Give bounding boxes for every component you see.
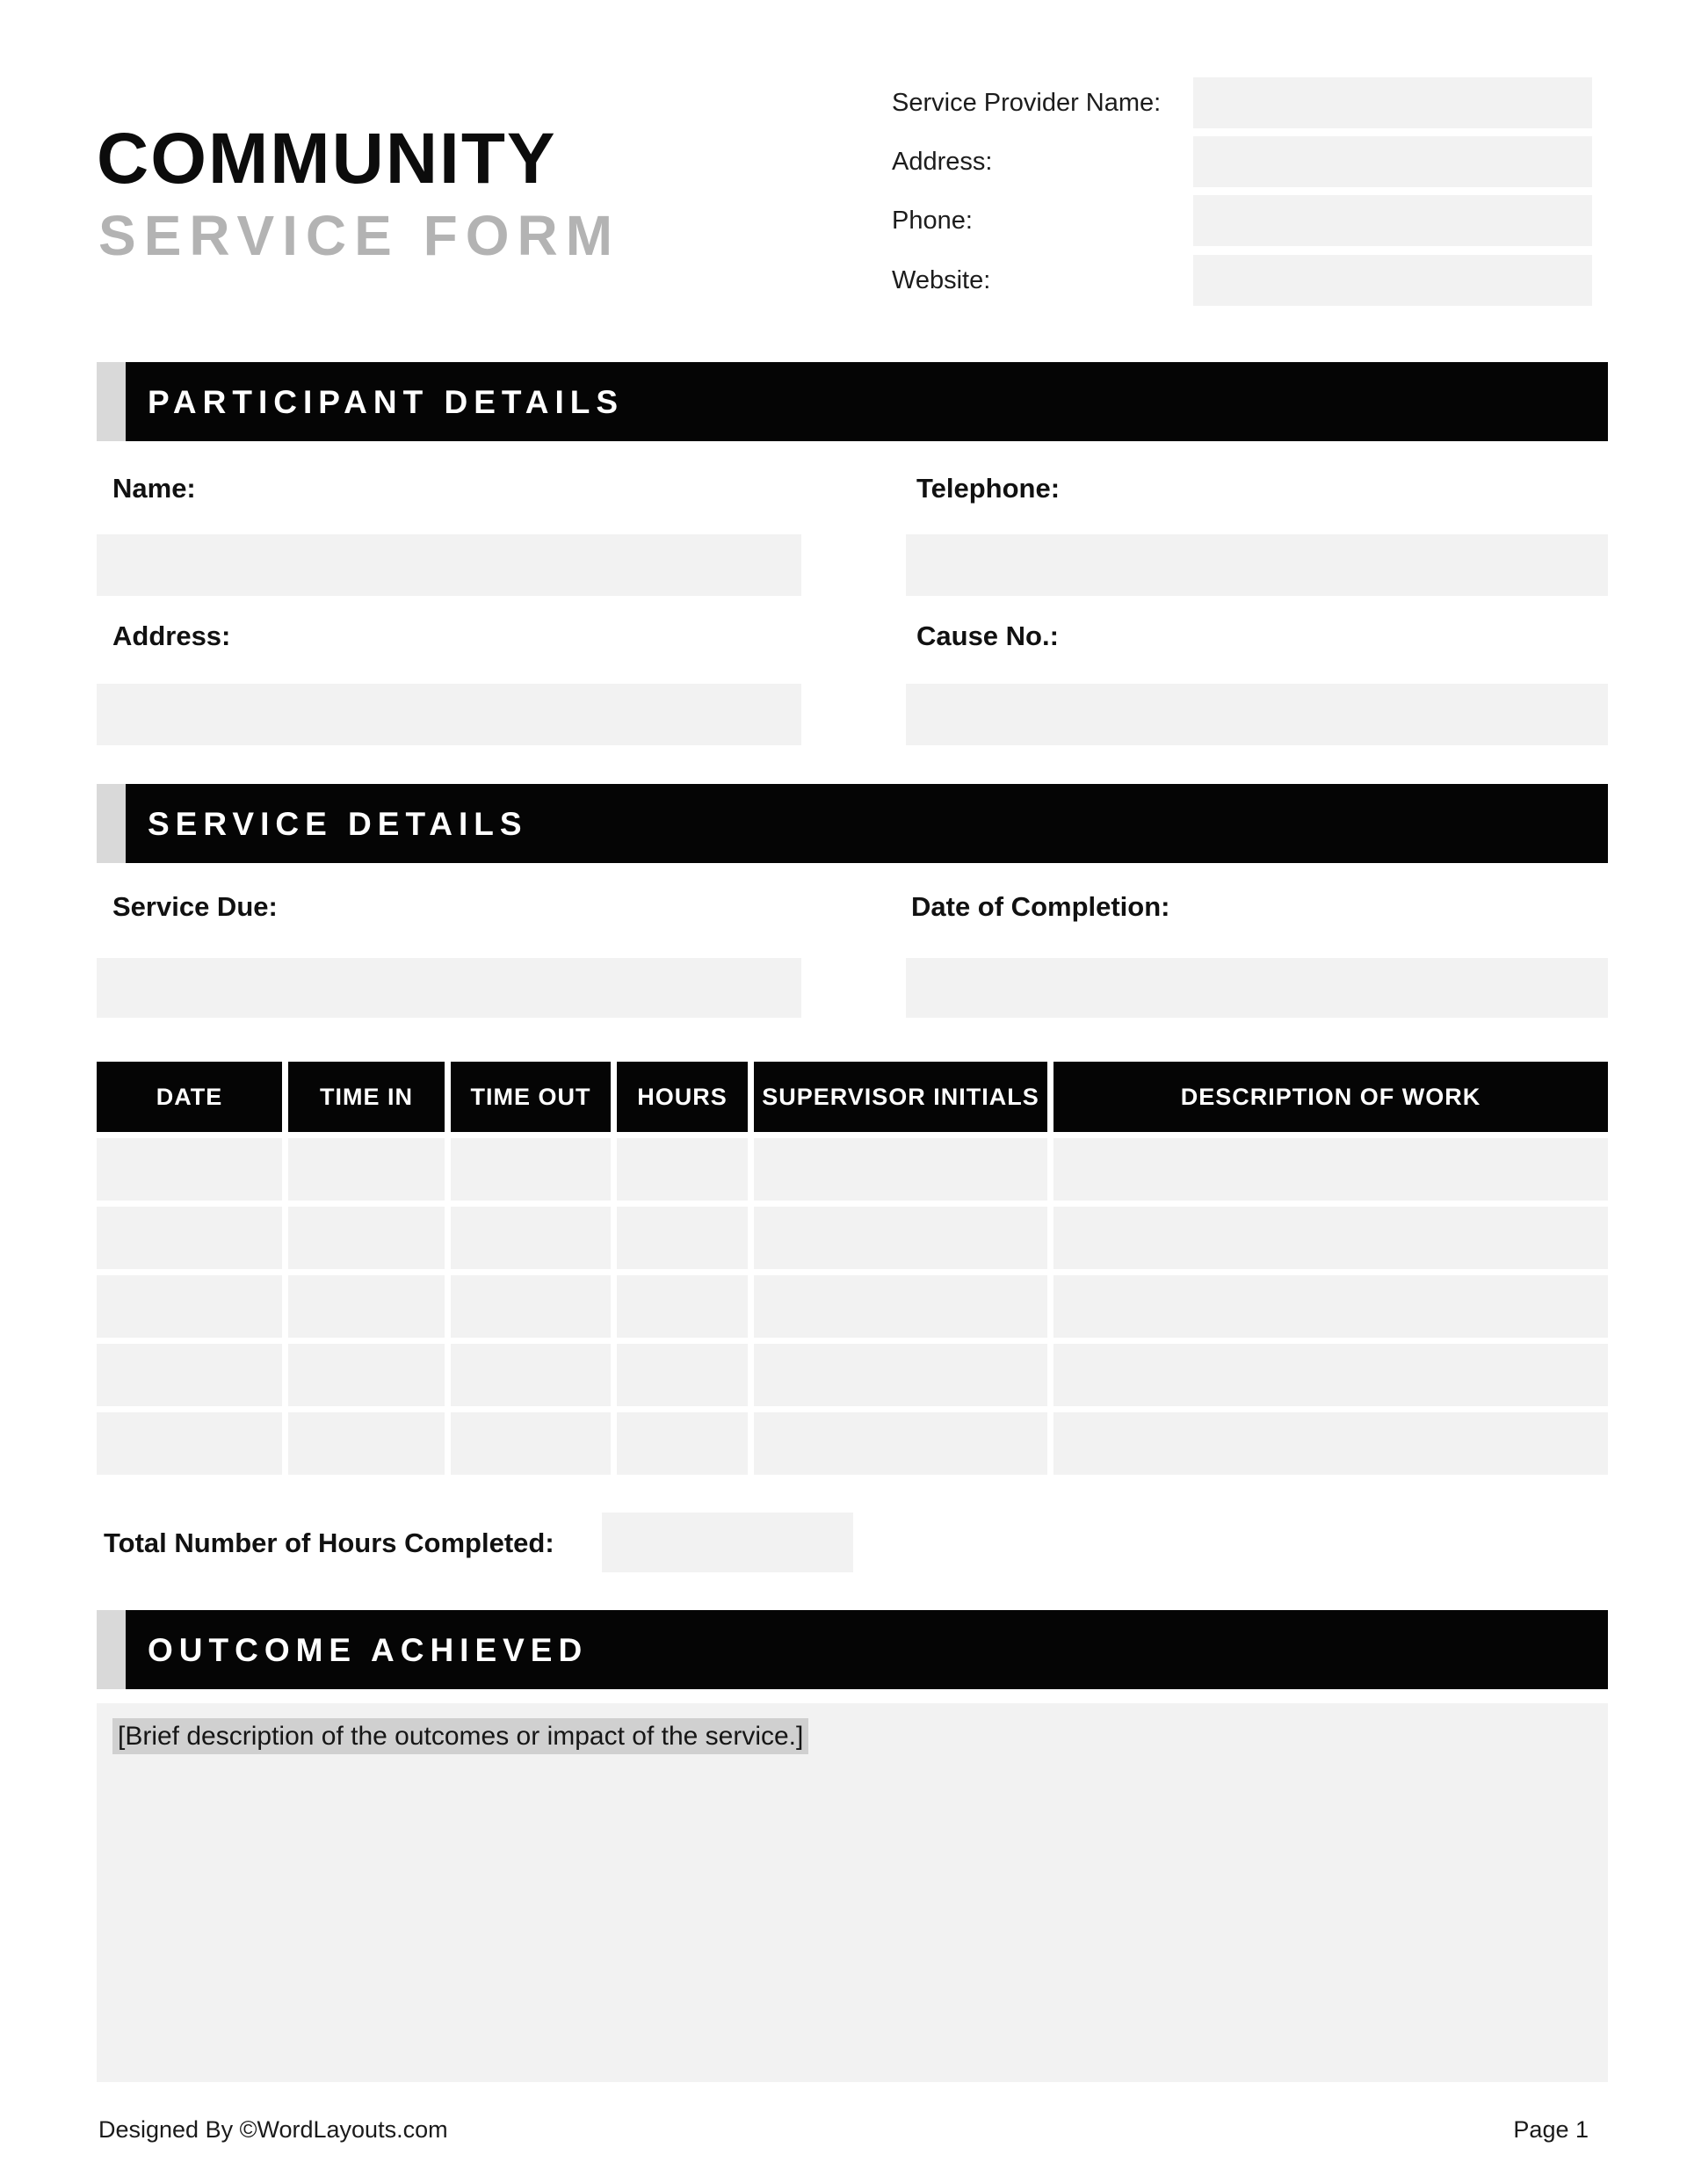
provider-name-input[interactable] xyxy=(1193,77,1592,128)
table-cell[interactable] xyxy=(617,1207,748,1269)
table-cell[interactable] xyxy=(288,1207,445,1269)
column-header-description-of-work: DESCRIPTION OF WORK xyxy=(1053,1062,1608,1132)
table-cell[interactable] xyxy=(617,1412,748,1475)
table-cell[interactable] xyxy=(617,1344,748,1406)
service-due-input[interactable] xyxy=(97,958,801,1018)
provider-website-label: Website: xyxy=(892,266,991,294)
table-cell[interactable] xyxy=(617,1275,748,1338)
table-cell[interactable] xyxy=(451,1207,611,1269)
table-cell[interactable] xyxy=(288,1138,445,1201)
participant-telephone-input[interactable] xyxy=(906,534,1608,596)
provider-name-label: Service Provider Name: xyxy=(892,89,1162,117)
footer-page-number: Page 1 xyxy=(1513,2116,1589,2143)
table-cell[interactable] xyxy=(754,1344,1047,1406)
column-header-supervisor-initials: SUPERVISOR INITIALS xyxy=(754,1062,1047,1132)
table-cell[interactable] xyxy=(451,1412,611,1475)
footer-credit: Designed By ©WordLayouts.com xyxy=(98,2116,448,2143)
service-log-table xyxy=(97,1062,1608,1475)
section-title: OUTCOME ACHIEVED xyxy=(148,1631,589,1668)
section-header-service-details xyxy=(97,784,1608,863)
table-cell[interactable] xyxy=(288,1275,445,1338)
page-title-line1: COMMUNITY xyxy=(97,119,557,199)
outcome-description-textarea[interactable] xyxy=(97,1703,1608,2082)
participant-telephone-label: Telephone: xyxy=(916,473,1061,504)
provider-address-label: Address: xyxy=(892,148,993,176)
table-cell[interactable] xyxy=(1053,1138,1608,1201)
column-header-time-out: TIME OUT xyxy=(451,1062,611,1132)
table-cell[interactable] xyxy=(97,1138,282,1201)
table-cell[interactable] xyxy=(451,1138,611,1201)
table-cell[interactable] xyxy=(97,1344,282,1406)
table-cell[interactable] xyxy=(754,1138,1047,1201)
total-hours-label: Total Number of Hours Completed: xyxy=(104,1527,554,1558)
column-header-time-in: TIME IN xyxy=(288,1062,445,1132)
table-cell[interactable] xyxy=(754,1275,1047,1338)
section-title-bar xyxy=(126,1610,1608,1689)
provider-phone-input[interactable] xyxy=(1193,195,1592,246)
table-cell[interactable] xyxy=(451,1344,611,1406)
participant-name-label: Name: xyxy=(112,473,196,504)
table-cell[interactable] xyxy=(1053,1412,1608,1475)
section-accent-bar xyxy=(97,1610,126,1689)
section-title: SERVICE DETAILS xyxy=(148,805,528,842)
participant-name-input[interactable] xyxy=(97,534,801,596)
table-cell[interactable] xyxy=(1053,1344,1608,1406)
section-header-outcome-achieved xyxy=(97,1610,1608,1689)
service-due-label: Service Due: xyxy=(112,891,278,922)
page-title-line2: SERVICE FORM xyxy=(98,204,620,267)
table-cell[interactable] xyxy=(1053,1207,1608,1269)
column-header-hours: HOURS xyxy=(617,1062,748,1132)
outcome-placeholder-text: [Brief description of the outcomes or impact of the service.] xyxy=(112,1718,808,1754)
participant-address-label: Address: xyxy=(112,620,231,651)
table-cell[interactable] xyxy=(754,1412,1047,1475)
table-cell[interactable] xyxy=(754,1207,1047,1269)
participant-cause-no-label: Cause No.: xyxy=(916,620,1059,651)
provider-address-input[interactable] xyxy=(1193,136,1592,187)
column-header-date: DATE xyxy=(97,1062,282,1132)
participant-address-input[interactable] xyxy=(97,684,801,745)
table-cell[interactable] xyxy=(451,1275,611,1338)
section-accent-bar xyxy=(97,362,126,441)
section-title: PARTICIPANT DETAILS xyxy=(148,383,625,420)
provider-phone-label: Phone: xyxy=(892,207,973,235)
table-cell[interactable] xyxy=(617,1138,748,1201)
date-of-completion-input[interactable] xyxy=(906,958,1608,1018)
participant-cause-no-input[interactable] xyxy=(906,684,1608,745)
section-title-bar xyxy=(126,784,1608,863)
table-cell[interactable] xyxy=(97,1275,282,1338)
total-hours-input[interactable] xyxy=(602,1513,853,1572)
provider-website-input[interactable] xyxy=(1193,255,1592,306)
section-title-bar xyxy=(126,362,1608,441)
section-accent-bar xyxy=(97,784,126,863)
table-cell[interactable] xyxy=(288,1344,445,1406)
table-cell[interactable] xyxy=(97,1412,282,1475)
section-header-participant-details xyxy=(97,362,1608,441)
date-of-completion-label: Date of Completion: xyxy=(911,891,1170,922)
table-cell[interactable] xyxy=(288,1412,445,1475)
table-cell[interactable] xyxy=(97,1207,282,1269)
table-cell[interactable] xyxy=(1053,1275,1608,1338)
